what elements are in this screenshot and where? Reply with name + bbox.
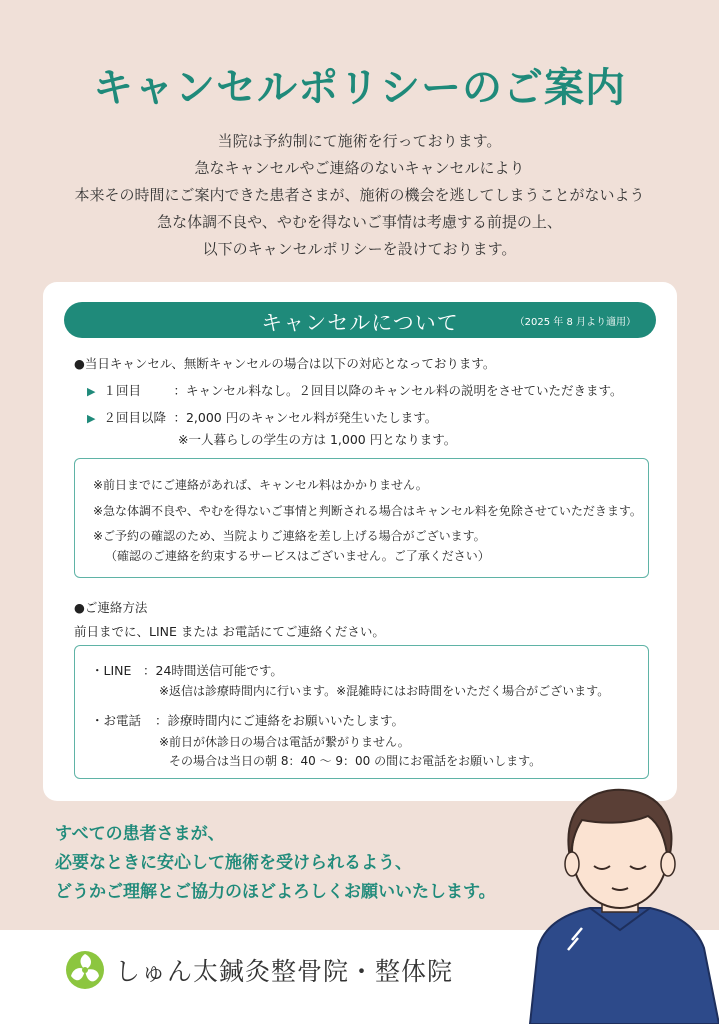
intro-text — [0, 128, 719, 263]
section-title: キャンセルについて — [261, 311, 459, 335]
note-item: ※急な体調不良や、やむを得ないご事情と判断される場合はキャンセル料を免除させていただきます。 — [93, 504, 642, 518]
intro-line: 本来その時間にご案内できた患者さまが、施術の機会を逃してしまうことがないよう — [74, 186, 645, 204]
closing-message — [55, 820, 496, 907]
page-title: キャンセルポリシーのご案内 — [93, 65, 626, 111]
contact-phone-note: ※前日が休診日の場合は電話が繋がりません。 — [159, 735, 410, 749]
rule-second-label: ２回目以降 — [103, 410, 166, 425]
note-item: ※前日までにご連絡があれば、キャンセル料はかかりません。 — [93, 478, 428, 492]
intro-line: 急な体調不良や、やむを得ないご事情は考慮する前提の上、 — [157, 213, 562, 231]
policy-lead: ●当日キャンセル、無断キャンセルの場合は以下の対応となっております。 — [74, 356, 496, 371]
intro-line: 急なキャンセルやご連絡のないキャンセルにより — [194, 159, 525, 177]
intro-line: 以下のキャンセルポリシーを設けております。 — [202, 240, 517, 258]
section-header — [64, 302, 656, 338]
triangle-right-icon: ▶ — [87, 412, 96, 425]
contact-line-note: ※返信は診療時間内に行います。※混雑時にはお時間をいただく場合がございます。 — [159, 684, 610, 698]
rule-second-text: ：2,000 円のキャンセル料が発生いたします。 — [173, 410, 438, 425]
rule-first — [87, 381, 622, 399]
notes-box — [74, 458, 649, 578]
closing-line: 必要なときに安心して施術を受けられるよう、 — [55, 853, 412, 873]
intro-line: 当院は予約制にて施術を行っております。 — [217, 132, 502, 150]
contact-phone — [91, 711, 404, 729]
clinic-name: しゅん太鍼灸整骨院・整体院 — [115, 957, 454, 986]
contact-line-text: ：24時間送信可能です。 — [143, 663, 283, 678]
contact-heading: ●ご連絡方法 — [74, 600, 148, 615]
contact-line-label: ・LINE — [91, 663, 132, 678]
rule-first-label: １回目 — [103, 383, 141, 398]
rule-second — [87, 408, 437, 426]
closing-line: すべての患者さまが、 — [55, 824, 225, 844]
note-item: （確認のご連絡を約束するサービスはございません。ご了承ください） — [105, 549, 490, 563]
contact-phone-text: ：診療時間内にご連絡をお願いいたします。 — [155, 713, 405, 728]
rule-first-text: ：キャンセル料なし。２回目以降のキャンセル料の説明をさせていただきます。 — [173, 383, 623, 398]
note-item: ※ご予約の確認のため、当院よりご連絡を差し上げる場合がございます。 — [93, 529, 486, 543]
contact-phone-note: その場合は当日の朝 8：40 ～ 9：00 の間にお電話をお願いします。 — [169, 754, 542, 768]
contact-phone-label: ・お電話 — [91, 713, 142, 728]
closing-line: どうかご理解とご協力のほどよろしくお願いいたします。 — [55, 882, 496, 902]
contact-box — [74, 645, 649, 779]
clinic-logo-icon — [65, 950, 105, 990]
policy-card — [43, 282, 677, 801]
contact-line — [91, 661, 283, 679]
staff-illustration — [520, 780, 719, 1024]
triangle-right-icon: ▶ — [87, 385, 96, 398]
contact-lead: 前日までに、LINE または お電話にてご連絡ください。 — [74, 624, 385, 639]
rule-student-note: ※一人暮らしの学生の方は 1,000 円となります。 — [178, 432, 457, 447]
section-effective-note: （2025 年 8 月より適用） — [514, 317, 636, 328]
